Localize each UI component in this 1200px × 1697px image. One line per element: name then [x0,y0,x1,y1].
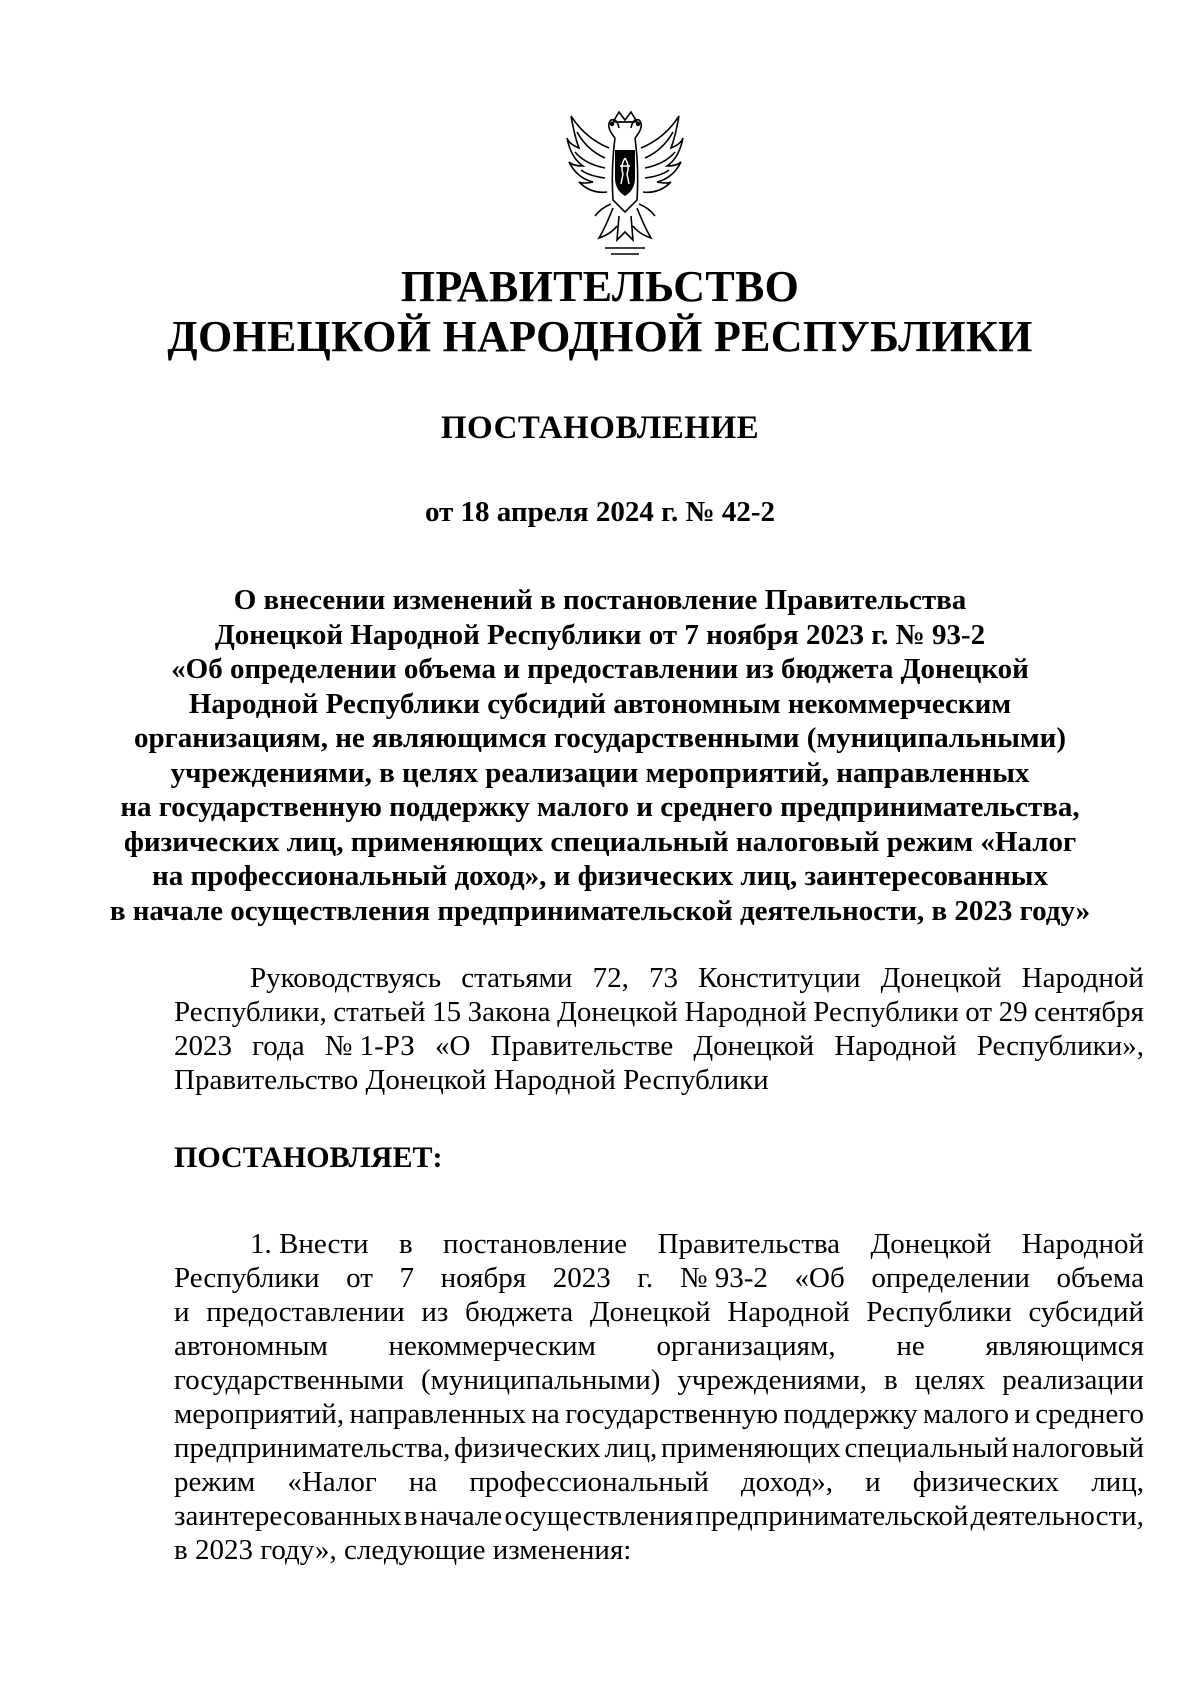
word: Донецкой [880,962,1002,994]
word: объема [1056,1262,1144,1294]
word: организациям, [656,1330,836,1362]
word: бюджета [465,1296,574,1328]
item-line: в 2023 году», следующие изменения: [174,1534,632,1566]
word: лиц, [1091,1466,1144,1498]
word: в [883,1364,898,1396]
preamble-line: Правительство Донецкой Народной Республики [174,1064,769,1096]
word: Донецкой [870,1228,992,1260]
subject-line: в начале осуществления предпринимательской деятельности, в 2023 году» [109,894,1091,927]
coat-of-arms-emblem [565,108,685,260]
item-line [174,1227,1144,1261]
word: от [965,996,993,1028]
preamble-line [174,961,1144,995]
word: и [1014,1398,1030,1430]
word: физических [454,1432,601,1464]
issuer-title [0,262,1200,362]
word: государственными [174,1364,405,1396]
word: № 1-РЗ [324,1030,415,1062]
word: Народной [727,1296,850,1328]
preamble-line [174,1029,1144,1063]
issuer-title-line1: ПРАВИТЕЛЬСТВО [400,262,800,311]
preamble-paragraph [174,961,1144,1097]
word: автономным [174,1330,328,1362]
word: Народной [834,1030,957,1062]
item-1-paragraph [174,1227,1144,1567]
word: налоговый [1012,1432,1144,1464]
word: Республики, [174,996,327,1028]
subject-line: на государственную поддержку малого и среднего предпринимательства, [120,791,1080,823]
word: Республики [813,996,959,1028]
word: направленных [349,1398,527,1430]
word: в [403,1500,418,1532]
word: 29 [998,996,1028,1028]
word: Правительства [657,1228,841,1260]
word: постановление [443,1228,628,1260]
word: 7 [399,1262,415,1294]
item-line [174,1261,1144,1295]
preamble-line [174,995,1144,1029]
word: года [252,1030,305,1062]
word: 2023 [552,1262,611,1294]
word: в [398,1228,413,1260]
word: Донецкой [557,996,678,1028]
word: государственную [565,1398,779,1430]
subject-line: на профессиональный доход», и физических лиц, заинтересованных [152,860,1048,892]
word: (муниципальными) [420,1364,661,1396]
word: заинтересованных [174,1500,402,1532]
document-date-number: от 18 апреля 2024 г. № 42-2 [424,496,776,528]
word: доход», [740,1466,834,1498]
subject-line: физических лиц, применяющих специальный налоговый режим «Налог [123,825,1077,858]
item-line [174,1397,1144,1431]
word: мероприятий, [174,1398,345,1430]
word: реализации [1002,1364,1144,1396]
word: специальный [844,1432,1009,1464]
word: учреждениями, [677,1364,867,1396]
word: поддержку [783,1398,918,1430]
subject-line: организациям, не являющимся государственными (муниципальными) [133,722,1067,754]
word: на [531,1398,560,1430]
word: физических [912,1466,1060,1498]
item-line [174,1499,1144,1533]
word: Республики», [976,1030,1144,1062]
word: № 93-2 [679,1262,768,1294]
subject-line: «Об определении объема и предоставлении из бюджета Донецкой [171,653,1029,685]
word: Республики [866,1296,1012,1328]
word: Правительстве [490,1030,674,1062]
word: осуществления [504,1500,694,1532]
word: сентября [1034,996,1144,1028]
item-line [174,1431,1144,1465]
word: на [408,1466,438,1498]
word: «О [434,1030,471,1062]
issuer-title-line2: ДОНЕЦКОЙ НАРОДНОЙ РЕСПУБЛИКИ [167,312,1033,361]
word: от [346,1262,373,1294]
word: деятельности, [970,1500,1144,1532]
item-line [174,1465,1144,1499]
item-line [174,1363,1144,1397]
word: Народной [1021,1228,1144,1260]
word: Республики [174,1262,320,1294]
word: г. [637,1262,654,1294]
word: целях [914,1364,986,1396]
word: ноября [440,1262,527,1294]
word: начале [419,1500,503,1532]
resolves-heading: ПОСТАНОВЛЯЕТ: [174,1141,443,1174]
word: малого [923,1398,1009,1430]
word: Руководствуясь [250,962,442,994]
word: статьей [333,996,426,1028]
word: являющимся [985,1330,1144,1362]
word: 15 [432,996,462,1028]
word: статьями [461,962,573,994]
word: Донецкой [589,1296,711,1328]
word: 1. Внести [250,1228,369,1260]
word: Народной [684,996,807,1028]
document-subject [0,583,1200,928]
word: некоммерческим [388,1330,596,1362]
word: и [174,1296,190,1328]
word: предпринимательской [695,1500,969,1532]
word: определении [871,1262,1030,1294]
word: предоставлении [206,1296,405,1328]
word: из [421,1296,449,1328]
subject-line: учреждениями, в целях реализации мероприятий, направленных [170,756,1030,789]
document-type: ПОСТАНОВЛЕНИЕ [440,410,760,446]
word: 2023 [174,1030,232,1062]
word: среднего [1035,1398,1144,1430]
item-line [174,1295,1144,1329]
word: Донецкой [693,1030,815,1062]
subject-line: О внесении изменений в постановление Правительства [233,584,967,616]
word: «Налог [287,1466,377,1498]
word: 72, [592,962,629,994]
subject-line: Донецкой Народной Республики от 7 ноября 2023 г. № 93-2 [214,618,986,651]
item-line [174,1329,1144,1363]
word: «Об [794,1262,845,1294]
word: 73 [648,962,678,994]
word: не [896,1330,925,1362]
word: Закона [467,996,551,1028]
word: применяющих [661,1432,841,1464]
subject-line: Народной Республики субсидий автономным некоммерческим [188,687,1012,720]
word: лиц, [604,1432,658,1464]
word: и [865,1466,881,1498]
word: профессиональный [469,1466,709,1498]
word: субсидий [1028,1296,1144,1328]
word: Народной [1021,962,1144,994]
word: предпринимательства, [174,1432,451,1464]
word: режим [174,1466,256,1498]
word: Конституции [698,962,861,994]
